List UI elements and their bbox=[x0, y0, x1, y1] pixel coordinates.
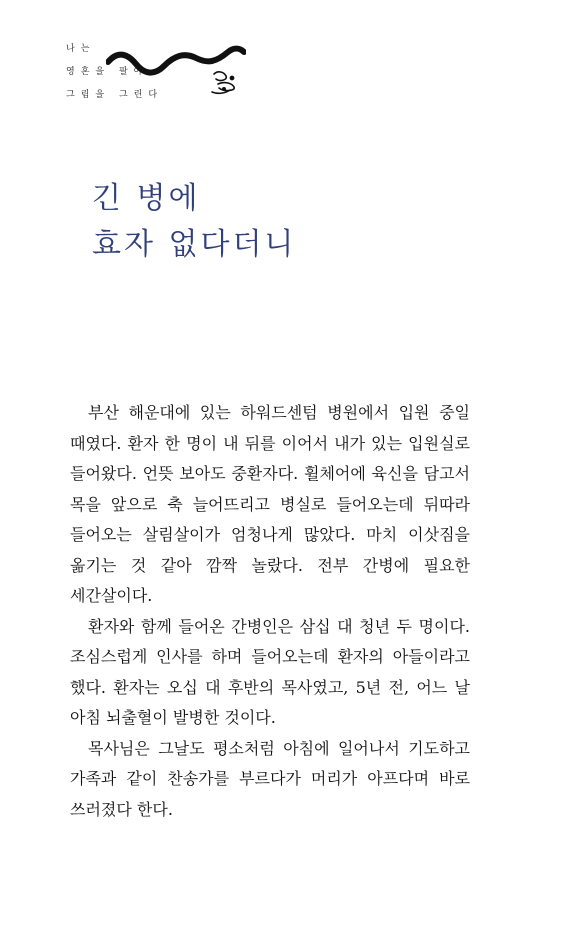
paragraph-3: 목사님은 그날도 평소처럼 아침에 일어나서 기도하고 가족과 같이 찬송가를 부르다가 머리가 아프다며 바로 쓰러졌다 한다. bbox=[70, 738, 470, 819]
chapter-title-line-2: 효자 없다더니 bbox=[92, 227, 297, 262]
brush-stroke-logo bbox=[106, 40, 246, 100]
brush-stroke-wave bbox=[108, 49, 244, 73]
squiggle-doodle-icon bbox=[212, 72, 234, 93]
chapter-title-line-1: 긴 병에 bbox=[92, 181, 201, 216]
chapter-title bbox=[92, 176, 296, 268]
series-title-line-2: 영혼을 팔아 bbox=[66, 67, 149, 77]
body-text bbox=[70, 398, 470, 825]
series-title-line-1: 나는 bbox=[66, 44, 96, 54]
series-title-line-3: 그림을 그린다 bbox=[66, 90, 164, 100]
running-header bbox=[66, 38, 266, 118]
paragraph-2: 환자와 함께 들어온 간병인은 삼십 대 청년 두 명이다. 조심스럽게 인사를 하며 들어오는데 환자의 아들이라고 했다. 환자는 오십 대 후반의 목사였고, 5년 전, 어느 날 아침 뇌출혈이 발병한 것이다. bbox=[70, 616, 470, 727]
paragraph-1: 부산 해운대에 있는 하워드센텀 병원에서 입원 중일 때였다. 환자 한 명이 내 뒤를 이어서 내가 있는 입원실로 들어왔다. 언뜻 보아도 중환자다. 휠체어에 육신을 담고서 목을 앞으로 축 늘어뜨리고 병실로 들어오는데 뒤따라 들어오는 살림살이가 엄청나게 많았다. 마치 이삿짐을 옮기는 것 같아 깜짝 놀랐다. 전부 간병에 필요한 세간살이다. bbox=[70, 403, 470, 605]
